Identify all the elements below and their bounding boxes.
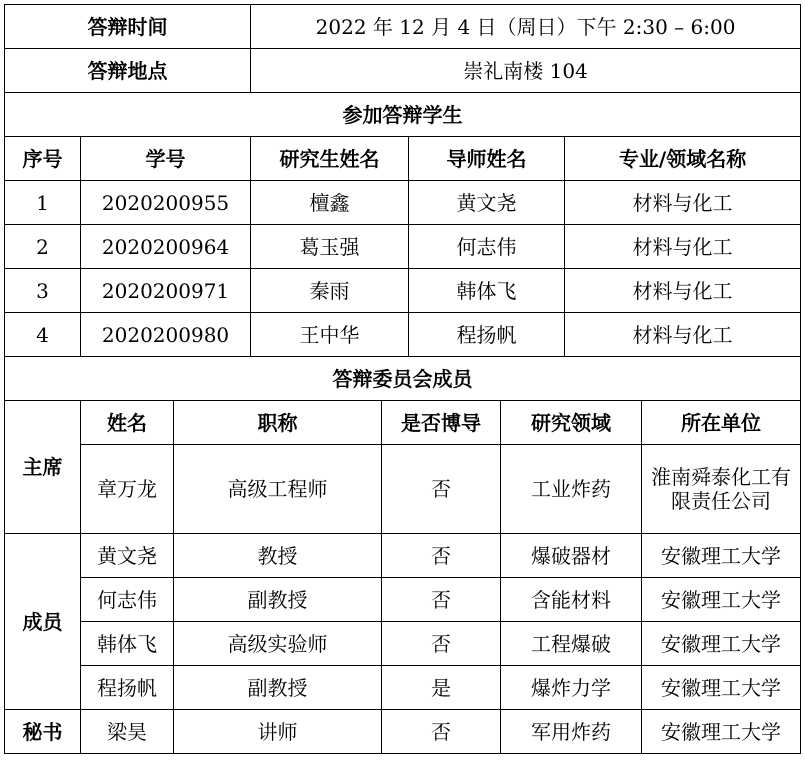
- secretary-role-label: 秘书: [5, 710, 81, 754]
- members-role-label: 成员: [5, 534, 81, 710]
- member-affiliation: 安徽理工大学: [642, 622, 801, 666]
- member-name: 韩体飞: [81, 622, 174, 666]
- student-index: 1: [5, 181, 81, 225]
- student-id: 2020200964: [81, 225, 251, 269]
- defense-info-table: [4, 4, 801, 754]
- secretary-row: [5, 710, 801, 754]
- header-doctoral-supervisor: 是否博导: [382, 401, 501, 445]
- committee-section-title: 答辩委员会成员: [5, 357, 801, 401]
- student-major: 材料与化工: [565, 313, 801, 357]
- student-id: 2020200971: [81, 269, 251, 313]
- header-affiliation: 所在单位: [642, 401, 801, 445]
- defense-place-value: 崇礼南楼 104: [251, 49, 801, 93]
- student-row: [5, 269, 801, 313]
- member-title: 教授: [174, 534, 382, 578]
- header-research-field: 研究领域: [501, 401, 642, 445]
- member-name: 黄文尧: [81, 534, 174, 578]
- member-affiliation: 淮南舜泰化工有限责任公司: [642, 445, 801, 534]
- committee-section-row: [5, 357, 801, 401]
- advisor-name: 韩体飞: [409, 269, 565, 313]
- member-name: 何志伟: [81, 578, 174, 622]
- chair-role-label: 主席: [5, 401, 81, 534]
- student-name: 葛玉强: [251, 225, 409, 269]
- member-title: 讲师: [174, 710, 382, 754]
- defense-time-value: 2022 年 12 月 4 日（周日）下午 2:30 – 6:00: [251, 5, 801, 49]
- chair-row: [5, 445, 801, 534]
- student-id: 2020200955: [81, 181, 251, 225]
- member-research-field: 爆破器材: [501, 534, 642, 578]
- student-major: 材料与化工: [565, 181, 801, 225]
- student-index: 2: [5, 225, 81, 269]
- member-title: 高级工程师: [174, 445, 382, 534]
- member-row: [5, 666, 801, 710]
- advisor-name: 黄文尧: [409, 181, 565, 225]
- students-header-row: [5, 137, 801, 181]
- advisor-name: 程扬帆: [409, 313, 565, 357]
- member-doctoral-supervisor: 是: [382, 666, 501, 710]
- member-row: [5, 534, 801, 578]
- student-index: 3: [5, 269, 81, 313]
- header-title: 职称: [174, 401, 382, 445]
- member-title: 副教授: [174, 578, 382, 622]
- member-research-field: 爆炸力学: [501, 666, 642, 710]
- member-title: 高级实验师: [174, 622, 382, 666]
- member-doctoral-supervisor: 否: [382, 710, 501, 754]
- students-section-row: [5, 93, 801, 137]
- member-research-field: 工程爆破: [501, 622, 642, 666]
- member-affiliation: 安徽理工大学: [642, 578, 801, 622]
- defense-time-row: [5, 5, 801, 49]
- header-member-name: 姓名: [81, 401, 174, 445]
- member-doctoral-supervisor: 否: [382, 622, 501, 666]
- student-index: 4: [5, 313, 81, 357]
- advisor-name: 何志伟: [409, 225, 565, 269]
- defense-place-label: 答辩地点: [5, 49, 251, 93]
- student-major: 材料与化工: [565, 225, 801, 269]
- student-major: 材料与化工: [565, 269, 801, 313]
- member-affiliation: 安徽理工大学: [642, 534, 801, 578]
- member-doctoral-supervisor: 否: [382, 578, 501, 622]
- member-name: 程扬帆: [81, 666, 174, 710]
- header-student-name: 研究生姓名: [251, 137, 409, 181]
- student-row: [5, 181, 801, 225]
- member-research-field: 工业炸药: [501, 445, 642, 534]
- member-research-field: 军用炸药: [501, 710, 642, 754]
- header-index: 序号: [5, 137, 81, 181]
- student-row: [5, 225, 801, 269]
- member-name: 梁昊: [81, 710, 174, 754]
- student-name: 檀鑫: [251, 181, 409, 225]
- student-row: [5, 313, 801, 357]
- committee-header-row: [5, 401, 801, 445]
- student-name: 王中华: [251, 313, 409, 357]
- member-research-field: 含能材料: [501, 578, 642, 622]
- students-section-title: 参加答辩学生: [5, 93, 801, 137]
- member-row: [5, 622, 801, 666]
- student-name: 秦雨: [251, 269, 409, 313]
- member-row: [5, 578, 801, 622]
- header-student-id: 学号: [81, 137, 251, 181]
- defense-place-row: [5, 49, 801, 93]
- member-title: 副教授: [174, 666, 382, 710]
- student-id: 2020200980: [81, 313, 251, 357]
- header-major: 专业/领域名称: [565, 137, 801, 181]
- member-name: 章万龙: [81, 445, 174, 534]
- member-affiliation: 安徽理工大学: [642, 666, 801, 710]
- member-doctoral-supervisor: 否: [382, 534, 501, 578]
- member-affiliation: 安徽理工大学: [642, 710, 801, 754]
- member-doctoral-supervisor: 否: [382, 445, 501, 534]
- defense-time-label: 答辩时间: [5, 5, 251, 49]
- header-advisor-name: 导师姓名: [409, 137, 565, 181]
